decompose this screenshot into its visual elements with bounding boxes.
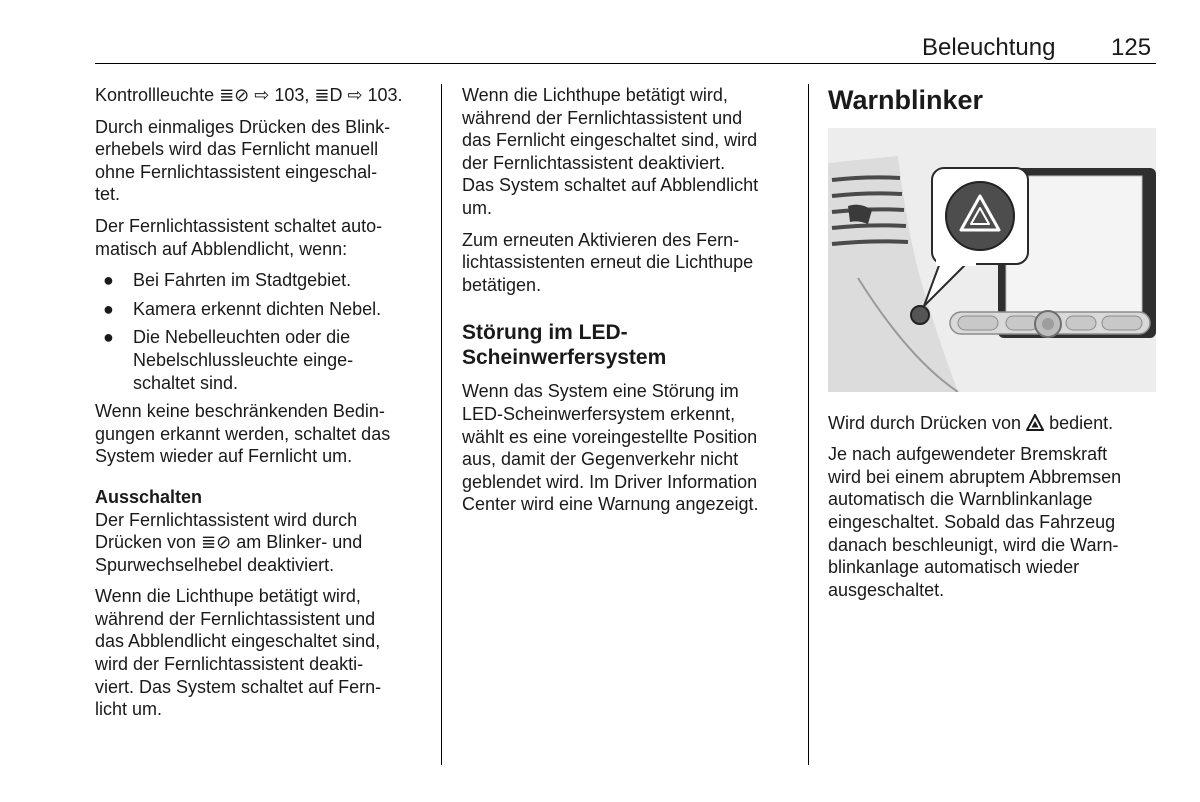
list-item: ● Die Nebelleuchten oder die Nebelschlussleuchte einge- schaltet sind. [103,327,354,393]
column-3 [828,84,1158,610]
flasher-highbeam-paragraph: Wenn die Lichthupe betätigt wird, während der Fernlichtassistent und das Fernlicht eingeschaltet sind, wird der Fernlichtassistent deaktiviert. Das System schaltet auf Abblendlicht um. [462,85,759,218]
list-item: ● Bei Fahrten im Stadtgebiet. [103,270,352,291]
section-heading-warnblinker: Warnblinker [828,85,984,115]
subheading-ausschalten: Ausschalten [95,486,203,507]
column-divider-2 [808,84,809,765]
column-2 [462,84,798,525]
page-number: 125 [1111,34,1152,61]
column-1 [95,84,435,730]
conditions-list [95,269,435,394]
running-header-title: Beleuchtung [922,34,1056,61]
bullet-icon: ● [103,327,114,348]
bullet-icon: ● [103,298,114,319]
manual-highbeam-paragraph: Durch einmaliges Drücken des Blink- erhebels wird das Fernlicht manuell ohne Fernlichtassistent eingeschal- tet. [95,116,391,205]
dashboard-hazard-button-illustration [828,128,1156,392]
led-fault-paragraph: Wenn das System eine Störung im LED-Scheinwerfersystem erkennt, wählt es eine voreingestellte Position aus, damit der Gegenverkehr nicht geblendet wird. Im Driver Information Center wird eine Warnung angezeigt. [462,381,759,515]
headlight-flasher-paragraph: Wenn die Lichthupe betätigt wird, während der Fernlichtassistent und das Abblendlicht eingeschaltet sind, wird der Fernlichtassistent deakti- viert. Das System schaltet auf Fern- licht um. [95,586,382,720]
column-divider-1 [441,84,442,765]
header-rule [95,63,1156,64]
list-item: ● Kamera erkennt dichten Nebel. [103,298,382,319]
auto-lowbeam-paragraph: Der Fernlichtassistent schaltet auto- matisch auf Abblendlicht, wenn: [95,215,383,259]
return-highbeam-paragraph: Wenn keine beschränkenden Bedin- gungen erkannt werden, schaltet das System wieder auf Fernlicht um. [95,401,391,467]
bullet-icon: ● [103,270,114,291]
section-heading-led-fault: Störung im LED- Scheinwerfersystem [462,321,667,370]
hazard-warning-triangle-icon [1026,414,1044,432]
emergency-braking-paragraph: Je nach aufgewendeter Bremskraft wird bei einem abruptem Abbremsen automatisch die Warnblinkanlage eingeschaltet. Sobald das Fahrzeug danach beschleunigt, wird die Warn- blinkanlage automatisch wieder ausgeschaltet. [828,444,1122,600]
indicator-reference-line: Kontrollleuchte ≣⊘ ⇨ 103, ≣D ⇨ 103. [95,85,403,105]
hazard-operation-line: Wird durch Drücken von bedient. [828,412,1114,433]
deactivate-paragraph: Der Fernlichtassistent wird durch Drücken von ≣⊘ am Blinker- und Spurwechselhebel deaktiviert. [95,509,363,575]
reactivate-paragraph: Zum erneuten Aktivieren des Fern- lichtassistenten erneut die Lichthupe betätigen. [462,229,754,295]
